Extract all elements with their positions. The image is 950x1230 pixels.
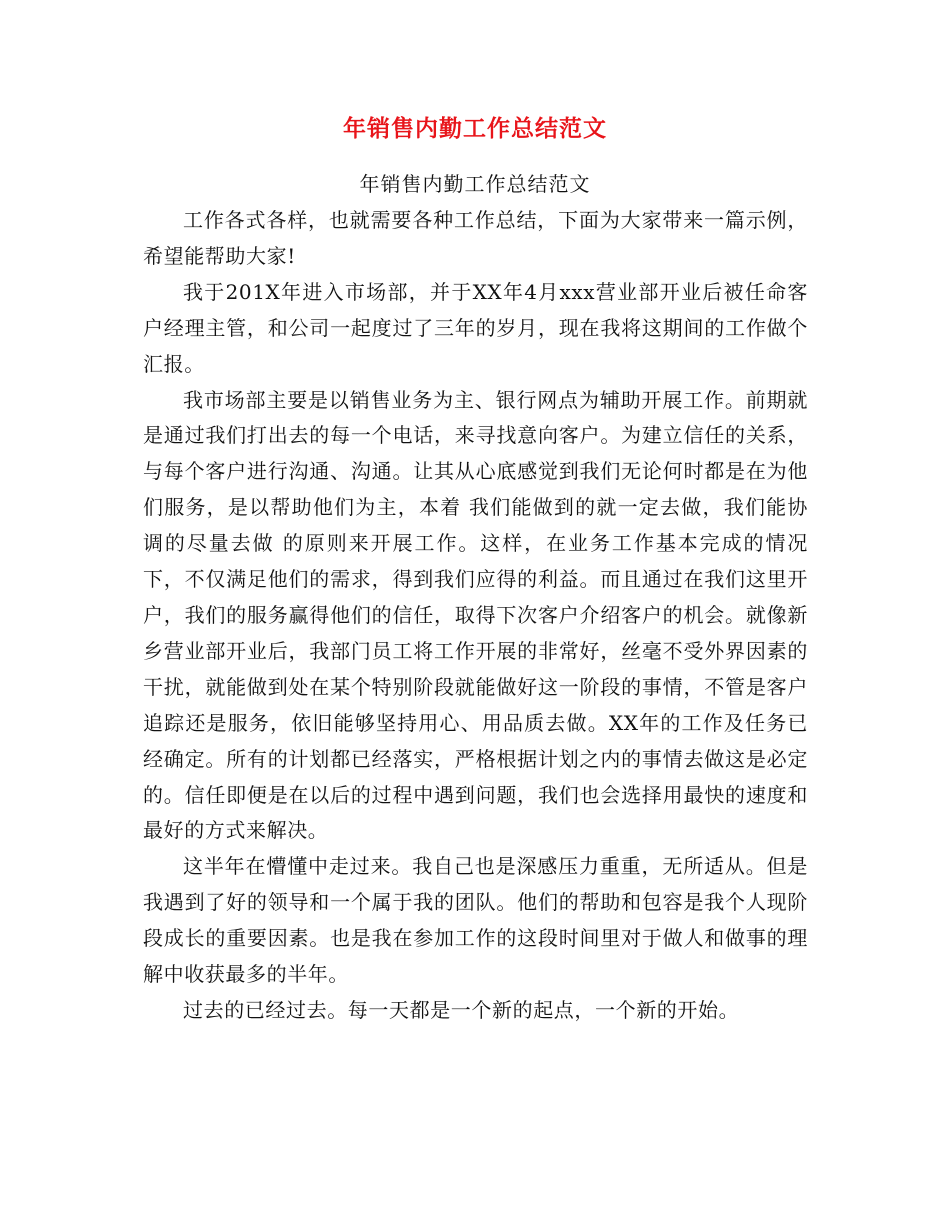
paragraph-background: 我于201X年进入市场部，并于XX年4月xxx营业部开业后被任命客户经理主管，和公司一起度过了三年的岁月，现在我将这期间的工作做个汇报。 bbox=[143, 279, 808, 376]
paragraph-closing: 过去的已经过去。每一天都是一个新的起点，一个新的开始。 bbox=[183, 997, 740, 1022]
document-body bbox=[143, 203, 808, 1029]
paragraph-reflection: 这半年在懵懂中走过来。我自己也是深感压力重重，无所适从。但是我遇到了好的领导和一个属于我的团队。他们的帮助和包容是我个人现阶段成长的重要因素。也是我在参加工作的这段时间里对于做人和做事的理解中收获最多的半年。 bbox=[143, 854, 808, 987]
paragraph-work-content: 我市场部主要是以销售业务为主、银行网点为辅助开展工作。前期就是通过我们打出去的每一个电话，来寻找意向客户。为建立信任的关系，与每个客户进行沟通、沟通。让其从心底感觉到我们无论何时都是在为他们服务，是以帮助他们为主，本着 我们能做到的就一定去做，我们能协调的尽量去做 的原则来开展工作。这样，在业务工作基本完成的情况下，不仅满足他们的需求，得到我们应得的利益。而且通过在我们这里开户，我们的服务赢得他们的信任，取得下次客户介绍客户的机会。就像新乡营业部开业后，我部门员工将工作开展的非常好，丝毫不受外界因素的干扰，就能做到处在某个特别阶段就能做好这一阶段的事情，不管是客户追踪还是服务，依旧能够坚持用心、用品质去做。XX年的工作及任务已经确定。所有的计划都已经落实，严格根据计划之内的事情去做这是必定的。信任即便是在以后的过程中遇到问题，我们也会选择用最快的速度和最好的方式来解决。 bbox=[143, 387, 808, 843]
document-title: 年销售内勤工作总结范文 bbox=[343, 116, 607, 142]
paragraph-intro: 工作各式各样，也就需要各种工作总结，下面为大家带来一篇示例，希望能帮助大家! bbox=[143, 208, 808, 268]
document-subtitle: 年销售内勤工作总结范文 bbox=[359, 172, 591, 196]
